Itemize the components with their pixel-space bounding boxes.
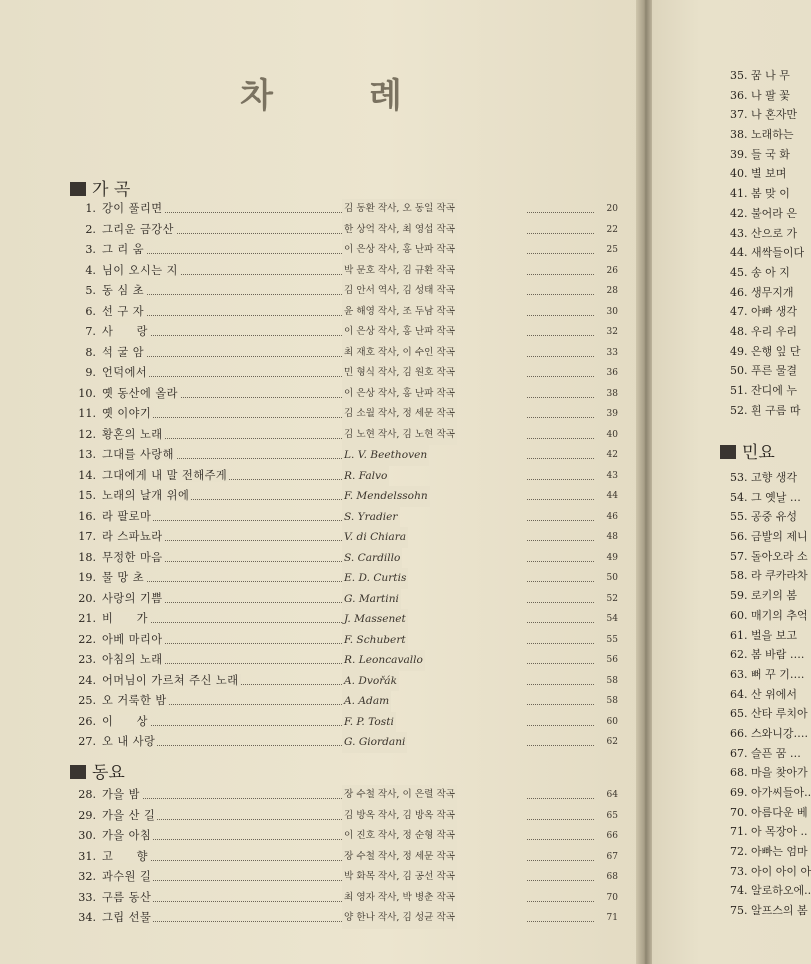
leader-dots [527, 691, 594, 705]
toc-entry-right[interactable]: 48. 우리 우리 [730, 324, 797, 338]
entry-credit: G. Martini [342, 589, 401, 610]
leader-dots [527, 785, 594, 799]
section-heading-dongyo: 동요 [70, 758, 125, 783]
entry-title: 라 팔로마 [102, 509, 152, 523]
section-square-icon [70, 182, 86, 196]
leader-dots [527, 888, 594, 902]
toc-entry-right[interactable]: 39. 들 국 화 [730, 147, 790, 161]
entry-number: 16. [78, 509, 96, 523]
entry-credit: 장 수철 작사, 이 은렬 작곡 [342, 785, 457, 806]
entry-number: 15. [78, 489, 96, 502]
toc-entry-right[interactable]: 65. 산타 루치아 [730, 707, 808, 721]
entry-page: 55 [606, 634, 618, 645]
leader-dots [527, 302, 594, 316]
entry-page: 56 [606, 655, 618, 665]
toc-entry[interactable] [72, 466, 618, 487]
toc-entry-right[interactable]: 61. 벌을 보고 [730, 628, 797, 642]
leader-dots [527, 384, 594, 398]
leader-dots [527, 732, 594, 746]
toc-entry[interactable] [72, 527, 618, 548]
entry-credit: 이 은상 작사, 홍 난파 작곡 [342, 384, 457, 405]
toc-entry-right[interactable]: 54. 그 옛날 … [730, 490, 801, 504]
entry-credit: 김 소월 작사, 정 세문 작곡 [342, 404, 457, 425]
leader-dots [527, 322, 594, 336]
entry-credit: 양 한나 작사, 김 성균 작곡 [342, 908, 457, 929]
entry-page: 48 [606, 532, 618, 542]
toc-entry-right[interactable]: 41. 봄 맞 이 [730, 187, 790, 201]
toc-entry[interactable] [72, 806, 618, 827]
toc-entry-right[interactable]: 42. 불어라 은 [730, 206, 797, 220]
entry-page: 43 [606, 470, 618, 481]
entry-number: 8. [85, 345, 96, 359]
entry-title: 무정한 마음 [102, 550, 163, 564]
entry-number: 17. [78, 530, 96, 543]
toc-entry[interactable] [72, 343, 618, 364]
entry-number: 20. [78, 591, 96, 605]
entry-credit: S. Yradier [342, 507, 400, 528]
leader-dots [527, 240, 594, 254]
entry-title: 가을 밤 [102, 788, 140, 801]
leader-dots [527, 445, 594, 459]
entry-page: 54 [606, 614, 618, 624]
entry-credit: F. P. Tosti [342, 712, 396, 733]
entry-number: 23. [78, 653, 96, 666]
entry-title: 노래의 날개 위에 [102, 489, 190, 502]
right-list-songs [730, 66, 804, 420]
entry-title: 구름 동산 [102, 890, 152, 904]
entry-number: 14. [78, 468, 96, 482]
toc-entry-right[interactable]: 51. 잔디에 누 [730, 384, 797, 397]
entry-number: 12. [78, 427, 96, 441]
entry-title: 그리운 금강산 [102, 222, 174, 236]
toc-entry[interactable] [72, 732, 618, 753]
toc-entry-right[interactable]: 44. 새싹들이다 [730, 246, 805, 260]
entry-credit: A. Adam [342, 691, 391, 712]
toc-entry[interactable] [72, 568, 618, 589]
section-square-icon [70, 765, 86, 779]
toc-entry-right[interactable]: 50. 푸른 물결 [730, 364, 797, 378]
entry-number: 29. [78, 808, 96, 822]
toc-entry-right[interactable]: 64. 산 위에서 [730, 687, 797, 701]
entry-number: 13. [78, 448, 96, 461]
entry-credit: R. Leoncavallo [342, 650, 425, 671]
entry-page: 60 [606, 716, 618, 727]
toc-entry-right[interactable]: 40. 별 보며 [730, 167, 787, 181]
entry-title: 이 상 [102, 714, 148, 728]
toc-entry-right[interactable]: 37. 나 혼자만 [730, 108, 797, 122]
toc-entry-right[interactable]: 63. 뻐 꾸 기…. [730, 667, 805, 681]
entry-credit: G. Giordani [342, 732, 407, 753]
entry-title: 동 심 초 [102, 284, 145, 297]
entry-title: 아베 마리아 [102, 632, 163, 646]
leader-dots [527, 847, 594, 861]
entry-number: 30. [78, 829, 96, 842]
entry-credit: S. Cardillo [342, 548, 402, 569]
entry-title: 황혼의 노래 [102, 427, 163, 441]
leader-dots [527, 568, 594, 582]
leader-dots [527, 425, 594, 439]
toc-entry[interactable] [72, 261, 618, 282]
title-char-1: 차 [240, 76, 273, 116]
leader-dots [527, 281, 594, 295]
leader-dots [527, 404, 594, 418]
title-char-2: 례 [369, 76, 402, 116]
toc-entry-right[interactable]: 67. 슬픈 꿈 … [730, 746, 801, 760]
toc-entry[interactable] [72, 199, 618, 220]
entry-number: 2. [85, 222, 96, 236]
entry-title: 오 거룩한 밤 [102, 694, 167, 707]
entry-number: 31. [78, 849, 96, 863]
entry-title: 선 구 자 [102, 304, 145, 318]
page-title [0, 68, 642, 117]
entry-credit: 장 수철 작사, 정 세문 작곡 [342, 847, 457, 868]
entry-number: 26. [78, 714, 96, 728]
entry-page: 44 [606, 491, 618, 501]
leader-dots [527, 712, 594, 726]
entry-credit: A. Dvořák [342, 671, 399, 692]
leader-dots [527, 220, 594, 234]
toc-entry[interactable] [72, 363, 618, 384]
entry-title: 그대에게 내 말 전해주게 [102, 468, 228, 482]
entry-number: 1. [85, 202, 96, 215]
entry-number: 22. [78, 632, 96, 646]
entry-title: 오 내 사랑 [102, 735, 156, 748]
toc-entry-right[interactable]: 74. 알로하오에.. [730, 884, 811, 898]
entry-page: 50 [606, 573, 618, 583]
entry-number: 3. [85, 243, 96, 256]
toc-entry-right[interactable]: 52. 흰 구름 따 [730, 403, 801, 417]
leader-dots [527, 589, 594, 603]
entry-page: 39 [606, 409, 618, 419]
toc-entry[interactable] [72, 445, 618, 466]
leader-dots [527, 548, 594, 562]
entry-page: 25 [606, 245, 618, 255]
entry-title: 어머님이 가르쳐 주신 노래 [102, 673, 239, 687]
entry-credit: 이 진호 작사, 정 순형 작곡 [342, 826, 457, 847]
toc-entry-right[interactable]: 75. 알프스의 봄 [730, 904, 808, 918]
toc-entry[interactable] [72, 548, 618, 569]
entry-title: 가을 산 길 [102, 808, 156, 822]
entry-page: 33 [606, 347, 618, 358]
entry-credit: 최 재호 작사, 이 수인 작곡 [342, 343, 457, 364]
entry-credit: F. Mendelssohn [342, 486, 430, 507]
toc-entry-right[interactable]: 46. 생무지개 [730, 285, 794, 299]
entry-number: 5. [85, 284, 96, 297]
entry-credit: L. V. Beethoven [342, 445, 429, 466]
leader-dots [527, 806, 594, 820]
entry-number: 11. [78, 407, 96, 420]
toc-entry-right[interactable]: 66. 스와니강…. [730, 726, 808, 740]
leader-dots [527, 486, 594, 500]
toc-entry-right[interactable]: 43. 산으로 가 [730, 226, 797, 240]
entry-title: 그 리 움 [102, 243, 145, 256]
toc-entry[interactable] [72, 847, 618, 868]
toc-entry-right[interactable]: 58. 라 쿠카라차 [730, 569, 808, 583]
toc-entry-right[interactable]: 45. 송 아 지 [730, 265, 790, 279]
entry-credit: 최 영자 작사, 박 병춘 작곡 [342, 888, 457, 909]
toc-list-dongyo [72, 785, 618, 929]
entry-title: 옛 이야기 [102, 407, 152, 420]
entry-page: 62 [606, 737, 618, 747]
toc-entry-right[interactable]: 71. 아 목장아 .. [730, 825, 808, 839]
entry-credit: E. D. Curtis [342, 568, 408, 589]
section-heading-gagok: 가 곡 [70, 175, 130, 200]
entry-page: 67 [606, 851, 618, 862]
leader-dots [102, 785, 380, 799]
entry-page: 66 [606, 831, 618, 841]
leader-dots [527, 507, 594, 521]
toc-entry[interactable] [72, 302, 618, 323]
leader-dots [527, 630, 594, 644]
entry-number: 25. [78, 694, 96, 707]
entry-page: 64 [606, 790, 618, 800]
toc-entry-right[interactable]: 47. 아빠 생각 [730, 305, 797, 319]
toc-entry[interactable] [72, 650, 618, 671]
toc-entry-right[interactable]: 68. 마을 찾아가 [730, 766, 808, 780]
entry-page: 70 [606, 892, 618, 903]
entry-page: 46 [606, 511, 618, 522]
toc-entry[interactable] [72, 630, 618, 651]
entry-credit: R. Falvo [342, 466, 389, 487]
toc-entry[interactable] [72, 908, 618, 929]
entry-page: 38 [606, 388, 618, 399]
entry-number: 19. [78, 571, 96, 584]
entry-title: 고 향 [102, 849, 148, 863]
entry-page: 36 [606, 368, 618, 378]
entry-page: 42 [606, 450, 618, 460]
entry-credit: F. Schubert [342, 630, 408, 651]
entry-number: 34. [78, 911, 96, 924]
entry-credit: 김 방옥 작사, 김 방옥 작곡 [342, 806, 457, 827]
entry-page: 30 [606, 306, 618, 317]
entry-title: 그립 선물 [102, 911, 152, 924]
entry-page: 68 [606, 872, 618, 882]
leader-dots [527, 650, 594, 664]
toc-entry[interactable] [72, 691, 618, 712]
entry-credit: 박 문호 작사, 김 규환 작곡 [342, 261, 457, 282]
entry-page: 40 [606, 429, 618, 440]
entry-credit: V. di Chiara [342, 527, 408, 548]
toc-entry[interactable] [72, 867, 618, 888]
entry-title: 사랑의 기쁨 [102, 591, 163, 605]
entry-number: 10. [78, 386, 96, 400]
toc-entry[interactable] [72, 220, 618, 241]
toc-entry[interactable] [72, 507, 618, 528]
entry-page: 49 [606, 552, 618, 563]
toc-entry[interactable] [72, 589, 618, 610]
toc-entry[interactable] [72, 712, 618, 733]
toc-entry-right[interactable]: 53. 고향 생각 [730, 471, 797, 484]
toc-entry-right[interactable]: 36. 나 팔 꽃 [730, 88, 790, 102]
leader-dots [527, 908, 594, 922]
right-section-heading: 민요 [720, 438, 775, 463]
right-page [652, 0, 811, 964]
toc-list-gagok [72, 199, 618, 753]
entry-title: 강이 풀리면 [102, 202, 163, 215]
toc-entry-right[interactable]: 72. 아빠는 엄마 [730, 845, 808, 859]
entry-page: 22 [606, 224, 618, 235]
toc-entry-right[interactable]: 56. 금발의 제니 [730, 530, 808, 544]
section-square-icon [720, 445, 736, 459]
toc-entry[interactable] [72, 671, 618, 692]
leader-dots [527, 343, 594, 357]
toc-entry-right[interactable]: 70. 아름다운 베 [730, 805, 808, 819]
entry-title: 가을 아침 [102, 829, 152, 842]
entry-title: 아침의 노래 [102, 653, 163, 666]
leader-dots [527, 671, 594, 685]
toc-entry[interactable] [72, 888, 618, 909]
entry-page: 71 [606, 913, 618, 923]
entry-title: 사 랑 [102, 325, 148, 338]
entry-number: 28. [78, 788, 96, 801]
entry-credit: 민 형식 작사, 김 원호 작곡 [342, 363, 457, 384]
leader-dots [527, 199, 594, 213]
entry-number: 6. [85, 304, 96, 318]
entry-page: 20 [606, 204, 618, 214]
entry-credit: 김 동환 작사, 오 동일 작곡 [342, 199, 457, 220]
toc-entry-right[interactable]: 62. 봄 바람 …. [730, 648, 805, 662]
entry-number: 9. [85, 366, 96, 379]
entry-number: 4. [85, 263, 96, 277]
toc-entry[interactable] [72, 486, 618, 507]
entry-credit: 김 노현 작사, 김 노현 작곡 [342, 425, 457, 446]
entry-number: 21. [78, 612, 96, 625]
entry-number: 24. [78, 673, 96, 687]
toc-entry[interactable] [72, 609, 618, 630]
entry-number: 18. [78, 550, 96, 564]
toc-entry-right[interactable]: 59. 로키의 봄 [730, 589, 797, 603]
toc-entry[interactable] [72, 322, 618, 343]
entry-number: 27. [78, 735, 96, 748]
toc-entry[interactable] [72, 425, 618, 446]
entry-credit: 박 화목 작사, 김 공선 작곡 [342, 867, 457, 888]
entry-title: 과수원 길 [102, 870, 152, 883]
entry-credit: 한 상억 작사, 최 영섭 작곡 [342, 220, 457, 241]
entry-page: 52 [606, 593, 618, 604]
leader-dots [527, 826, 594, 840]
entry-title: 옛 동산에 올라 [102, 386, 178, 400]
entry-title: 님이 오시는 지 [102, 263, 178, 277]
toc-entry-right[interactable]: 73. 아이 아이 아 [730, 864, 811, 878]
entry-page: 58 [606, 675, 618, 686]
toc-entry-right[interactable]: 38. 노래하는 [730, 128, 794, 142]
toc-entry-right[interactable]: 35. 꿈 나 무 [730, 69, 790, 82]
entry-title: 라 스파뇨라 [102, 530, 163, 543]
toc-entry-right[interactable]: 57. 돌아오라 소 [730, 549, 808, 563]
entry-title: 언덕에서 [102, 366, 148, 379]
leader-dots [527, 261, 594, 275]
right-list-folk [730, 468, 811, 921]
leader-dots [527, 466, 594, 480]
toc-entry[interactable] [72, 240, 618, 261]
toc-entry-right[interactable]: 60. 매기의 추억 [730, 608, 808, 622]
leader-dots [527, 867, 594, 881]
entry-number: 33. [78, 890, 96, 904]
entry-page: 26 [606, 265, 618, 276]
toc-entry[interactable] [72, 281, 618, 302]
entry-page: 32 [606, 327, 618, 337]
leader-dots [527, 609, 594, 623]
entry-number: 7. [85, 325, 96, 338]
toc-entry-right[interactable]: 55. 공중 유성 [730, 510, 797, 524]
entry-title: 석 굴 암 [102, 345, 145, 359]
entry-credit: J. Massenet [342, 609, 408, 630]
toc-entry-right[interactable]: 69. 아가씨들아.. [730, 786, 811, 799]
entry-title: 비 가 [102, 612, 148, 625]
entry-title: 그대를 사랑해 [102, 448, 174, 461]
leader-dots [527, 363, 594, 377]
leader-dots [527, 527, 594, 541]
entry-page: 28 [606, 286, 618, 296]
entry-title: 물 망 초 [102, 571, 145, 584]
toc-entry[interactable] [72, 785, 618, 806]
entry-number: 32. [78, 870, 96, 883]
toc-entry[interactable] [72, 826, 618, 847]
entry-page: 58 [606, 696, 618, 706]
toc-entry[interactable] [72, 404, 618, 425]
toc-entry[interactable] [72, 384, 618, 405]
entry-credit: 이 은상 작사, 홍 난파 작곡 [342, 240, 457, 261]
entry-page: 65 [606, 810, 618, 821]
entry-credit: 이 은상 작사, 홍 난파 작곡 [342, 322, 457, 343]
entry-credit: 윤 해영 작사, 조 두남 작곡 [342, 302, 457, 323]
entry-credit: 김 안서 역사, 김 성태 작곡 [342, 281, 457, 302]
toc-entry-right[interactable]: 49. 은행 잎 단 [730, 344, 801, 358]
